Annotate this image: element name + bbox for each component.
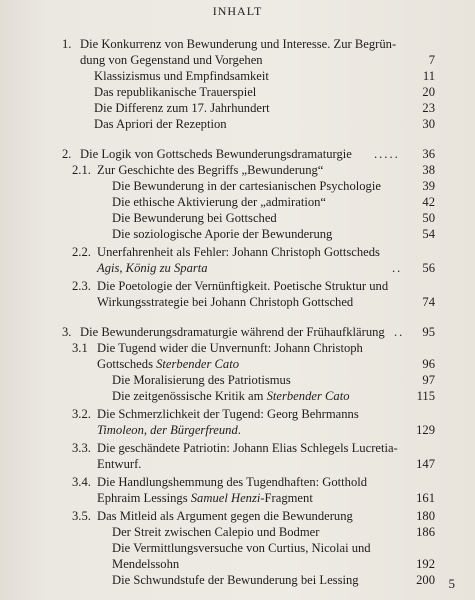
entry-title: Die ethische Aktivierung der „admiration“ bbox=[112, 195, 327, 209]
page-number: 38 bbox=[422, 163, 435, 177]
page-number: 56 bbox=[422, 261, 435, 275]
section-title-line: Die Handlungshemmung des Tugendhaften: Gotthold bbox=[97, 475, 368, 489]
entry-title: Klassizismus und Empfindsamkeit bbox=[94, 69, 269, 83]
work-title: Sterbender Cato bbox=[266, 389, 350, 403]
page-number: 129 bbox=[416, 423, 435, 437]
section-title-line: Die Schmerzlichkeit der Tugend: Georg Behrmanns bbox=[97, 407, 359, 421]
section-title-line: Die geschändete Patriotin: Johann Elias Schlegels Lucretia- bbox=[97, 441, 398, 455]
page-header: INHALT bbox=[212, 4, 263, 18]
chapter-title: Die Bewunderungsdramaturgie während der Frühaufklärung bbox=[80, 325, 385, 339]
entry-title: Das republikanische Trauerspiel bbox=[94, 85, 257, 99]
page-number: 42 bbox=[422, 195, 435, 209]
title-suffix: . bbox=[237, 423, 241, 437]
page-number: 50 bbox=[422, 211, 435, 225]
section-number: 3.5. bbox=[72, 509, 91, 523]
page-number: 200 bbox=[416, 573, 435, 587]
page-number: 180 bbox=[416, 509, 435, 523]
leader-dots: .. bbox=[392, 261, 403, 275]
page-number: 54 bbox=[422, 227, 435, 241]
entry-title: Die Moralisierung des Patriotismus bbox=[112, 373, 291, 387]
page-number: 97 bbox=[422, 373, 435, 387]
chapter-number: 3. bbox=[62, 325, 72, 339]
section-title-line bbox=[97, 422, 241, 438]
page-number: 23 bbox=[422, 101, 435, 115]
leader-dots: ..... bbox=[374, 147, 400, 161]
section-number: 3.3. bbox=[72, 441, 91, 455]
section-number: 3.4. bbox=[72, 475, 91, 489]
page-number: 147 bbox=[416, 457, 435, 471]
section-number: 3.1 bbox=[72, 341, 88, 355]
page-number: 30 bbox=[422, 117, 435, 131]
work-title: Timoleon, der Bürgerfreund bbox=[97, 423, 238, 437]
title-suffix: -Fragment bbox=[260, 491, 313, 505]
page-number: 192 bbox=[416, 557, 435, 571]
page-number: 36 bbox=[422, 147, 435, 161]
section-title-text: Entwurf bbox=[97, 457, 139, 471]
work-title: Sterbender Cato bbox=[156, 357, 240, 371]
section-title-line: Die Tugend wider die Unvernunft: Johann Christoph bbox=[97, 341, 363, 355]
page-number: 74 bbox=[422, 295, 435, 309]
entry-title: Die soziologische Aporie der Bewunderung bbox=[112, 227, 333, 241]
entry-title: Die Bewunderung bei Gottsched bbox=[112, 211, 277, 225]
title-suffix: . bbox=[138, 457, 142, 471]
chapter-title: Die Logik von Gottscheds Bewunderungsdramaturgie bbox=[80, 147, 352, 161]
section-title-text: Ephraim Lessings bbox=[97, 491, 188, 505]
entry-title: Die Bewunderung in der cartesianischen Psychologie bbox=[112, 179, 381, 193]
chapter-number: 1. bbox=[62, 37, 72, 51]
section-title-text: Gottscheds bbox=[97, 357, 153, 371]
section-title-line bbox=[97, 356, 239, 372]
page-folio: 5 bbox=[448, 576, 455, 591]
section-title-line bbox=[97, 456, 141, 472]
entry-title-line: Mendelssohn bbox=[112, 557, 180, 571]
chapter-title-line: Die Konkurrenz von Bewunderung und Interesse. Zur Begrün- bbox=[80, 37, 397, 51]
section-number: 2.2. bbox=[72, 245, 91, 259]
page-number: 20 bbox=[422, 85, 435, 99]
work-title: Samuel Henzi bbox=[190, 491, 261, 505]
page-number: 95 bbox=[422, 325, 435, 339]
page-number: 39 bbox=[422, 179, 435, 193]
page-number: 96 bbox=[422, 357, 435, 371]
entry-title: Das Apriori der Rezeption bbox=[94, 117, 227, 131]
chapter-number: 2. bbox=[62, 147, 72, 161]
page-number: 161 bbox=[416, 491, 435, 505]
section-number: 3.2. bbox=[72, 407, 91, 421]
page-number: 11 bbox=[422, 69, 435, 83]
section-number: 2.1. bbox=[72, 163, 91, 177]
section-title-line bbox=[97, 490, 313, 506]
entry-title: Der Streit zwischen Calepio und Bodmer bbox=[112, 525, 320, 539]
page-number: 7 bbox=[428, 53, 435, 67]
section-number: 2.3. bbox=[72, 279, 91, 293]
section-title-line: Die Poetologie der Vernünftigkeit. Poetische Struktur und bbox=[97, 279, 389, 293]
work-title: Agis, König zu Sparta bbox=[97, 261, 208, 275]
page-number: 115 bbox=[416, 389, 435, 403]
page-number: 186 bbox=[416, 525, 435, 539]
section-title-line: Unerfahrenheit als Fehler: Johann Christoph Gottscheds bbox=[97, 245, 380, 259]
section-title: Zur Geschichte des Begriffs „Bewunderung“ bbox=[97, 163, 324, 177]
section-title: Das Mitleid als Argument gegen die Bewunderung bbox=[97, 509, 353, 523]
chapter-title-line: dung von Gegenstand und Vorgehen bbox=[80, 53, 263, 67]
entry-title-line: Die Vermittlungsversuche von Curtius, Nicolai und bbox=[112, 541, 371, 555]
entry-title: Die Schwundstufe der Bewunderung bei Lessing bbox=[112, 573, 359, 587]
leader-dots: .. bbox=[394, 325, 405, 339]
entry-title: Die Differenz zum 17. Jahrhundert bbox=[94, 101, 270, 115]
entry-title bbox=[112, 388, 350, 404]
entry-title-text: Die zeitgenössische Kritik am bbox=[112, 389, 264, 403]
section-title-line: Wirkungsstrategie bei Johann Christoph Gottsched bbox=[97, 295, 354, 309]
